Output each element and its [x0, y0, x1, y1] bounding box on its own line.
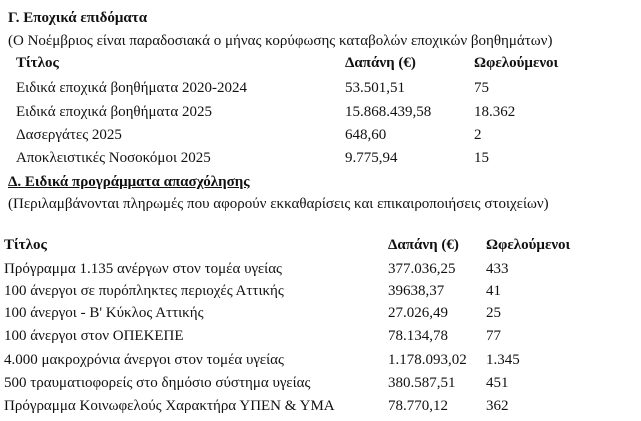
- table-row: [0, 151, 641, 173]
- row-title: Δασεργάτες 2025: [16, 127, 122, 143]
- row-beneficiaries: 77: [486, 328, 501, 344]
- table-row: [0, 105, 641, 127]
- row-beneficiaries: 41: [486, 283, 501, 299]
- row-cost: 78.134,78: [388, 328, 448, 344]
- row-title: 100 άνεργοι - Β' Κύκλος Αττικής: [4, 305, 204, 321]
- column-header-title: Τίτλος: [4, 237, 47, 253]
- row-beneficiaries: 1.345: [486, 352, 520, 368]
- row-cost: 78.770,12: [388, 398, 448, 414]
- row-cost: 15.868.439,58: [345, 104, 432, 120]
- row-beneficiaries: 75: [474, 80, 489, 96]
- table-row: [0, 262, 641, 284]
- row-title: 4.000 μακροχρόνια άνεργοι στον τομέα υγείας: [4, 352, 284, 368]
- row-cost: 1.178.093,02: [388, 352, 467, 368]
- row-cost: 9.775,94: [345, 150, 398, 166]
- table-row: [0, 306, 641, 328]
- row-cost: 380.587,51: [388, 375, 456, 391]
- section-d-heading: Δ. Ειδικά προγράμματα απασχόλησης: [8, 174, 250, 190]
- column-header-beneficiaries: Ωφελούμενοι: [474, 55, 559, 71]
- row-title: Πρόγραμμα 1.135 ανέργων στον τομέα υγείας: [4, 261, 282, 277]
- row-beneficiaries: 451: [486, 375, 509, 391]
- row-cost: 53.501,51: [345, 80, 405, 96]
- row-title: 500 τραυματιοφορείς στο δημόσιο σύστημα υγείας: [4, 375, 311, 391]
- section-g-heading: Γ. Εποχικά επιδόματα: [8, 10, 148, 26]
- section-d-header-row: [0, 238, 641, 260]
- table-row: [0, 329, 641, 351]
- section-g-header-row: [0, 56, 641, 78]
- section-g-note: (Ο Νοέμβριος είναι παραδοσιακά ο μήνας κορύφωσης καταβολών εποχικών βοηθημάτων): [8, 33, 553, 49]
- row-beneficiaries: 433: [486, 261, 509, 277]
- row-beneficiaries: 18.362: [474, 104, 516, 120]
- column-header-beneficiaries: Ωφελούμενοι: [486, 237, 571, 253]
- row-title: 100 άνεργοι στον ΟΠΕΚΕΠΕ: [4, 328, 184, 344]
- row-beneficiaries: 2: [474, 127, 482, 143]
- column-header-cost: Δαπάνη (€): [345, 55, 416, 71]
- row-title: Ειδικά εποχικά βοηθήματα 2020-2024: [16, 80, 247, 96]
- row-title: Αποκλειστικές Νοσοκόμοι 2025: [16, 150, 211, 166]
- table-row: [0, 81, 641, 103]
- table-row: [0, 128, 641, 150]
- row-title: Πρόγραμμα Κοινωφελούς Χαρακτήρα ΥΠΕΝ & ΥΜΑ: [4, 398, 335, 414]
- row-title: 100 άνεργοι σε πυρόπληκτες περιοχές Αττικής: [4, 283, 284, 299]
- column-header-cost: Δαπάνη (€): [388, 237, 459, 253]
- column-header-title: Τίτλος: [16, 55, 59, 71]
- row-beneficiaries: 15: [474, 150, 489, 166]
- table-row: [0, 284, 641, 306]
- row-beneficiaries: 25: [486, 305, 501, 321]
- section-d-note: (Περιλαμβάνονται πληρωμές που αφορούν εκκαθαρίσεις και επικαιροποιήσεις στοιχείων): [8, 196, 549, 212]
- row-beneficiaries: 362: [486, 398, 509, 414]
- row-title: Ειδικά εποχικά βοηθήματα 2025: [16, 104, 212, 120]
- row-cost: 648,60: [345, 127, 387, 143]
- row-cost: 39638,37: [388, 283, 445, 299]
- table-row: [0, 376, 641, 398]
- row-cost: 377.036,25: [388, 261, 456, 277]
- row-cost: 27.026,49: [388, 305, 448, 321]
- table-row: [0, 353, 641, 375]
